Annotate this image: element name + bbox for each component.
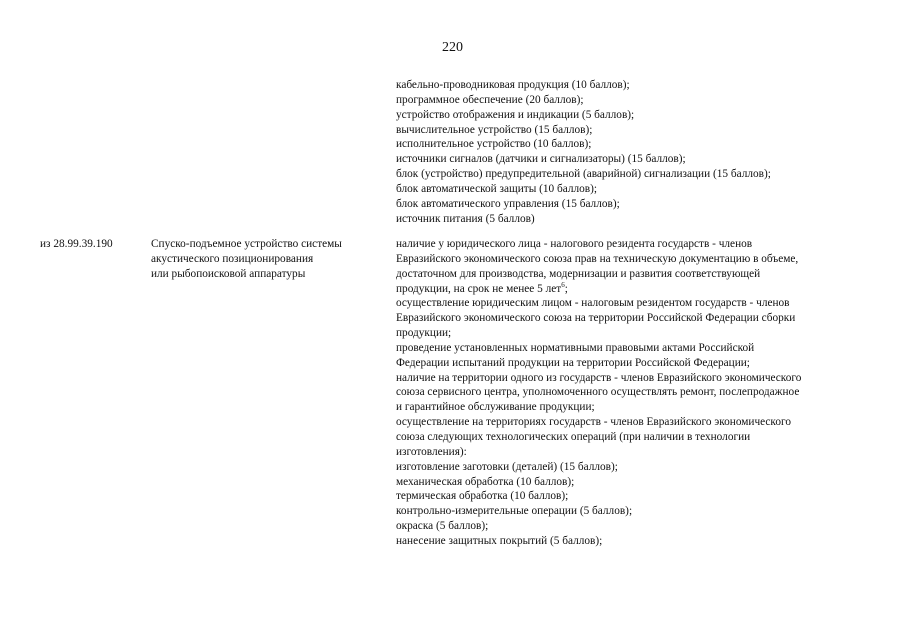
requirement-line: Евразийского экономического союза на территории Российской Федерации сборки: [396, 312, 796, 325]
requirement-line: изготовление заготовки (деталей) (15 баллов);: [396, 460, 618, 473]
requirement-line: осуществление юридическим лицом - налоговым резидентом государств - членов: [396, 297, 790, 310]
requirement-line: наличие у юридического лица - налогового резидента государств - членов: [396, 238, 753, 250]
requirement-line: блок (устройство) предупредительной (аварийной) сигнализации (15 баллов);: [396, 168, 771, 181]
requirement-text: продукции, на срок не менее 5 лет: [396, 282, 562, 295]
requirement-text: ;: [564, 282, 568, 295]
requirement-line: наличие на территории одного из государств - членов Евразийского экономического: [396, 371, 802, 384]
requirement-line: кабельно-проводниковая продукция (10 баллов);: [396, 79, 630, 91]
footnote-marker: 6: [561, 280, 565, 289]
product-name-line: акустического позиционирования: [151, 252, 314, 265]
requirement-line: союза сервисного центра, уполномоченного осуществлять ремонт, послепродажное: [396, 386, 800, 399]
requirement-line: Федерации испытаний продукции на территории Российской Федерации;: [396, 356, 750, 369]
requirement-line: контрольно-измерительные операции (5 баллов);: [396, 505, 633, 518]
requirement-line: окраска (5 баллов);: [396, 520, 489, 533]
requirement-line: [396, 282, 886, 297]
requirement-line: блок автоматической защиты (10 баллов);: [396, 182, 598, 195]
requirement-line: источники сигналов (датчики и сигнализаторы) (15 баллов);: [396, 153, 686, 166]
requirement-line: Евразийского экономического союза прав на техническую документацию в объеме,: [396, 252, 799, 265]
requirement-line: вычислительное устройство (15 баллов);: [396, 123, 593, 136]
requirement-line: проведение установленных нормативными правовыми актами Российской: [396, 341, 755, 354]
page-number: 220: [442, 40, 463, 55]
product-name: [151, 237, 381, 282]
product-name-line: Спуско-подъемное устройство системы: [151, 238, 342, 250]
continuation-requirements: [396, 78, 886, 226]
requirement-line: источник питания (5 баллов): [396, 212, 535, 225]
requirement-line: программное обеспечение (20 баллов);: [396, 93, 584, 106]
requirement-line: достаточном для производства, модернизации и развития соответствующей: [396, 267, 761, 280]
requirement-line: исполнительное устройство (10 баллов);: [396, 138, 592, 151]
requirement-line: механическая обработка (10 баллов);: [396, 475, 575, 488]
product-name-line: или рыбопоисковой аппаратуры: [151, 267, 306, 280]
requirement-line: термическая обработка (10 баллов);: [396, 490, 569, 503]
requirement-line: осуществление на территориях государств - членов Евразийского экономического: [396, 416, 791, 429]
requirement-line: блок автоматического управления (15 баллов);: [396, 197, 620, 210]
product-code: из 28.99.39.190: [40, 238, 113, 250]
product-requirements: [396, 237, 886, 549]
requirement-line: изготовления):: [396, 445, 467, 458]
requirement-line: союза следующих технологических операций (при наличии в технологии: [396, 430, 751, 443]
requirement-line: нанесение защитных покрытий (5 баллов);: [396, 534, 603, 547]
requirement-line: устройство отображения и индикации (5 баллов);: [396, 108, 635, 121]
requirement-line: и гарантийное обслуживание продукции;: [396, 401, 595, 414]
requirement-line: продукции;: [396, 327, 452, 340]
